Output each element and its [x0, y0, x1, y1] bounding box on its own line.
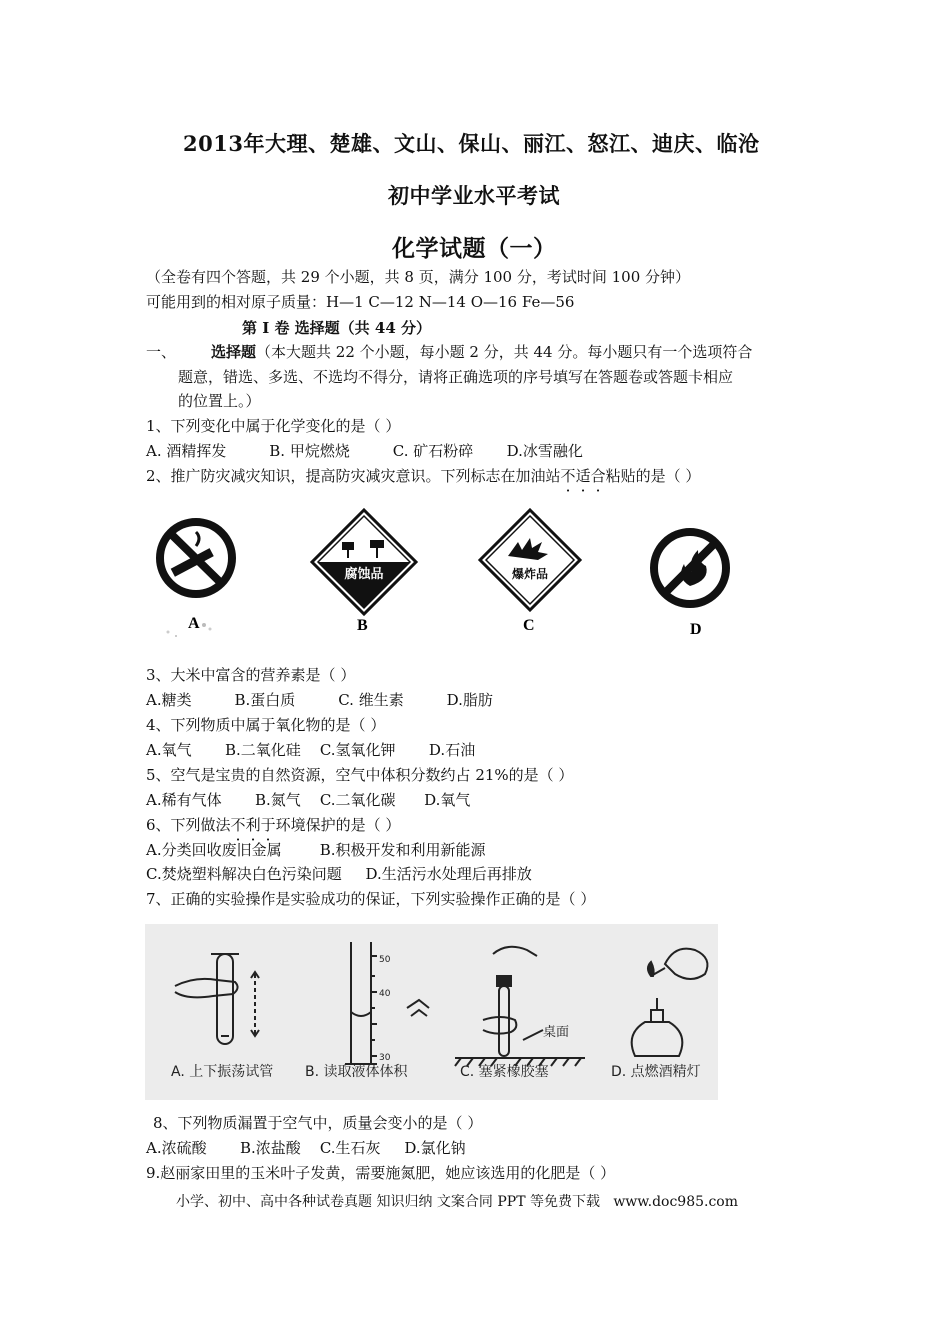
exam-note: （全卷有四个答题，共 29 个小题，共 8 页，满分 100 分，考试时间 100 分钟） [146, 268, 691, 286]
sign-b-label: B [357, 617, 368, 634]
no-smoking-sign-icon [160, 522, 232, 594]
q2-stem [146, 465, 700, 487]
q2-stem-part-b: 粘贴的是（ ） [605, 467, 701, 485]
title-line-2: 初中学业水平考试 [388, 183, 560, 208]
desk-label: 桌面 [543, 1025, 570, 1040]
q2-emph-3: 合 [590, 467, 606, 485]
section-instruction-3: 的位置上。） [178, 392, 261, 410]
sign-a-label: A [188, 615, 200, 632]
section-heading: 选择题 [211, 343, 257, 361]
section-title: 第 I 卷 选择题（共 44 分） [242, 319, 432, 337]
q7-stem: 7、正确的实验操作是实验成功的保证，下列实验操作正确的是（ ） [146, 890, 596, 908]
q8-stem: 8、下列物质漏置于空气中，质量会变小的是（ ） [153, 1114, 483, 1132]
sign-c-text: 爆炸品 [511, 567, 549, 581]
q6-stem [146, 814, 400, 836]
section-number: 一、 [146, 343, 177, 361]
q1-options: A. 酒精挥发 B. 甲烷燃烧 C. 矿石粉碎 D.冰雪融化 [146, 442, 583, 460]
section-heading-row [211, 341, 752, 363]
q2-emph-1: 不 [560, 467, 576, 485]
title-line-3: 化学试题（一） [392, 235, 557, 262]
no-open-flame-sign-icon [654, 532, 726, 604]
lab-operations-figure [145, 924, 718, 1100]
q3-stem: 3、大米中富含的营养素是（ ） [146, 666, 356, 684]
explosive-sign-icon [480, 510, 580, 610]
q6-options-2: C.焚烧塑料解决白色污染问题 D.生活污水处理后再排放 [146, 865, 532, 883]
q3-options: A.糖类 B.蛋白质 C. 维生素 D.脂肪 [146, 691, 493, 709]
q4-stem: 4、下列物质中属于氧化物的是（ ） [146, 716, 386, 734]
cylinder-mark-50: 50 [379, 955, 391, 965]
q6-stem-part-b: 环境保护的是（ ） [275, 816, 401, 834]
section-instruction-1: （本大题共 22 个小题，每小题 2 分，共 44 分。每小题只有一个选项符合 [256, 343, 753, 361]
lab-caption-c: C. 塞紧橡胶塞 [460, 1064, 549, 1080]
q9-stem: 9.赵丽家田里的玉米叶子发黄，需要施氮肥，她应该选用的化肥是（ ） [146, 1164, 616, 1182]
lab-caption-b: B. 读取液体体积 [305, 1064, 408, 1080]
q1-stem: 1、下列变化中属于化学变化的是（ ） [146, 417, 401, 435]
sign-b-text: 腐蚀品 [344, 567, 384, 582]
cylinder-mark-40: 40 [379, 989, 391, 999]
q2-emph-2: 适 [575, 467, 591, 485]
corrosive-sign-icon [312, 510, 416, 614]
q6-emph-1: 不 [230, 816, 246, 834]
lab-caption-d: D. 点燃酒精灯 [611, 1064, 701, 1080]
q4-options: A.氧气 B.二氧化硅 C.氢氧化钾 D.石油 [146, 741, 476, 759]
safety-signs-figure [146, 506, 741, 646]
sign-d-label: D [690, 621, 702, 638]
q5-stem: 5、空气是宝贵的自然资源，空气中体积分数约占 21%的是（ ） [146, 766, 574, 784]
q6-options-1: A.分类回收废旧金属 B.积极开发和利用新能源 [146, 841, 486, 859]
q5-options: A.稀有气体 B.氮气 C.二氧化碳 D.氧气 [146, 791, 471, 809]
q6-emph-3: 于 [260, 816, 276, 834]
q8-options: A.浓硫酸 B.浓盐酸 C.生石灰 D.氯化钠 [146, 1139, 466, 1157]
cylinder-mark-30: 30 [379, 1053, 391, 1063]
lab-caption-a: A. 上下振荡试管 [171, 1064, 274, 1080]
stopper-on-desk-icon [455, 947, 585, 1066]
alcohol-lamp-icon [632, 949, 708, 1056]
shake-test-tube-icon [175, 954, 259, 1044]
q2-stem-part-a: 2、推广防灾减灾知识，提高防灾减灾意识。下列标志在加油站 [146, 467, 561, 485]
q6-emph-2: 利 [245, 816, 261, 834]
section-instruction-2: 题意，错选、多选、不选均不得分，请将正确选项的序号填写在答题卷或答题卡相应 [178, 368, 734, 386]
title-line-1: 2013年大理、楚雄、文山、保山、丽江、怒江、迪庆、临沧 [183, 131, 760, 156]
sign-c-label: C [523, 617, 535, 634]
atomic-mass-line: 可能用到的相对原子质量：H—1 C—12 N—14 O—16 Fe—56 [146, 293, 575, 311]
q6-stem-part-a: 6、下列做法 [146, 816, 231, 834]
footer-text: 小学、初中、高中各种试卷真题 知识归纳 文案合同 PPT 等免费下载 www.doc985.com [176, 1194, 739, 1210]
